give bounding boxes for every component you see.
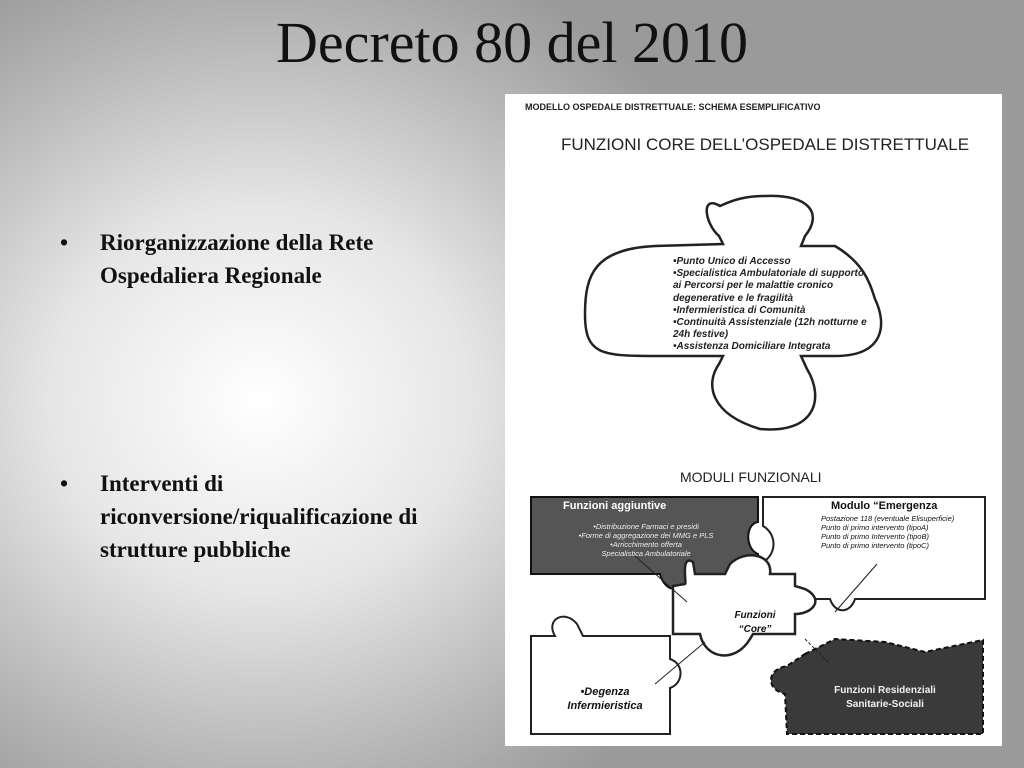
list-item: Punto di primo intervento (tipoC) — [821, 541, 929, 550]
puzzle-graphic — [505, 94, 1002, 746]
list-item: •Assistenza Domiciliare Integrata — [673, 341, 831, 353]
list-item: Punto di primo intervento (tipoA) — [821, 523, 929, 532]
list-item: Punto di primo Intervento (tipoB) — [821, 532, 929, 541]
list-item: •Specialistica Ambulatoriale di supporto ai Percorsi per le malattie cronico degenerative e le fragilità — [673, 268, 864, 304]
label-line: Infermieristica — [567, 700, 643, 712]
bullet-text: Interventi di riconversione/riqualificazione di strutture pubbliche — [100, 471, 418, 562]
core-center-label — [710, 609, 800, 637]
degenza-label — [545, 685, 665, 713]
aggiuntive-list — [541, 522, 751, 558]
emergenza-title: Modulo “Emergenza — [831, 500, 938, 512]
bullet-list — [58, 226, 478, 566]
list-item: •Arricchimento offerta — [610, 540, 682, 549]
label-line: Funzioni — [734, 610, 776, 621]
figure-caption: MODELLO OSPEDALE DISTRETTUALE: SCHEMA ESEMPLIFICATIVO — [525, 102, 821, 112]
bullet-symbol: • — [60, 471, 69, 496]
list-item: •Forme di aggregazione dei MMG e PLS — [578, 531, 714, 540]
bullet-symbol: • — [60, 230, 69, 255]
scanned-diagram — [505, 94, 1002, 746]
core-functions-list — [673, 256, 873, 354]
figure-heading: FUNZIONI CORE DELL’OSPEDALE DISTRETTUALE — [560, 135, 970, 154]
list-item: •Punto Unico di Accesso — [673, 256, 791, 267]
degenza-puzzle-piece — [531, 617, 681, 734]
slide-title: Decreto 80 del 2010 — [276, 10, 748, 75]
bullet-item — [58, 226, 478, 292]
bullet-item — [58, 467, 478, 566]
list-item: •Continuità Assistenziale (12h notturne e 24h festive) — [673, 317, 867, 341]
residenziali-label — [805, 684, 965, 712]
list-item: Specialistica Ambulatoriale — [601, 549, 691, 558]
list-item: •Distribuzione Farmaci e presidi — [593, 522, 699, 531]
label-line: •Degenza — [580, 686, 630, 698]
label-line: “Core” — [738, 624, 772, 635]
label-line: Funzioni Residenziali — [834, 685, 936, 696]
emergenza-list — [821, 514, 981, 550]
aggiuntive-title: Funzioni aggiuntive — [563, 500, 667, 512]
list-item: •Infermieristica di Comunità — [673, 304, 806, 316]
label-line: Sanitarie-Sociali — [846, 699, 924, 710]
modules-heading: MODULI FUNZIONALI — [680, 469, 822, 485]
bullet-text: Riorganizzazione della Rete Ospedaliera Regionale — [100, 230, 374, 288]
list-item: Postazione 118 (eventuale Elisuperficie) — [821, 514, 955, 523]
